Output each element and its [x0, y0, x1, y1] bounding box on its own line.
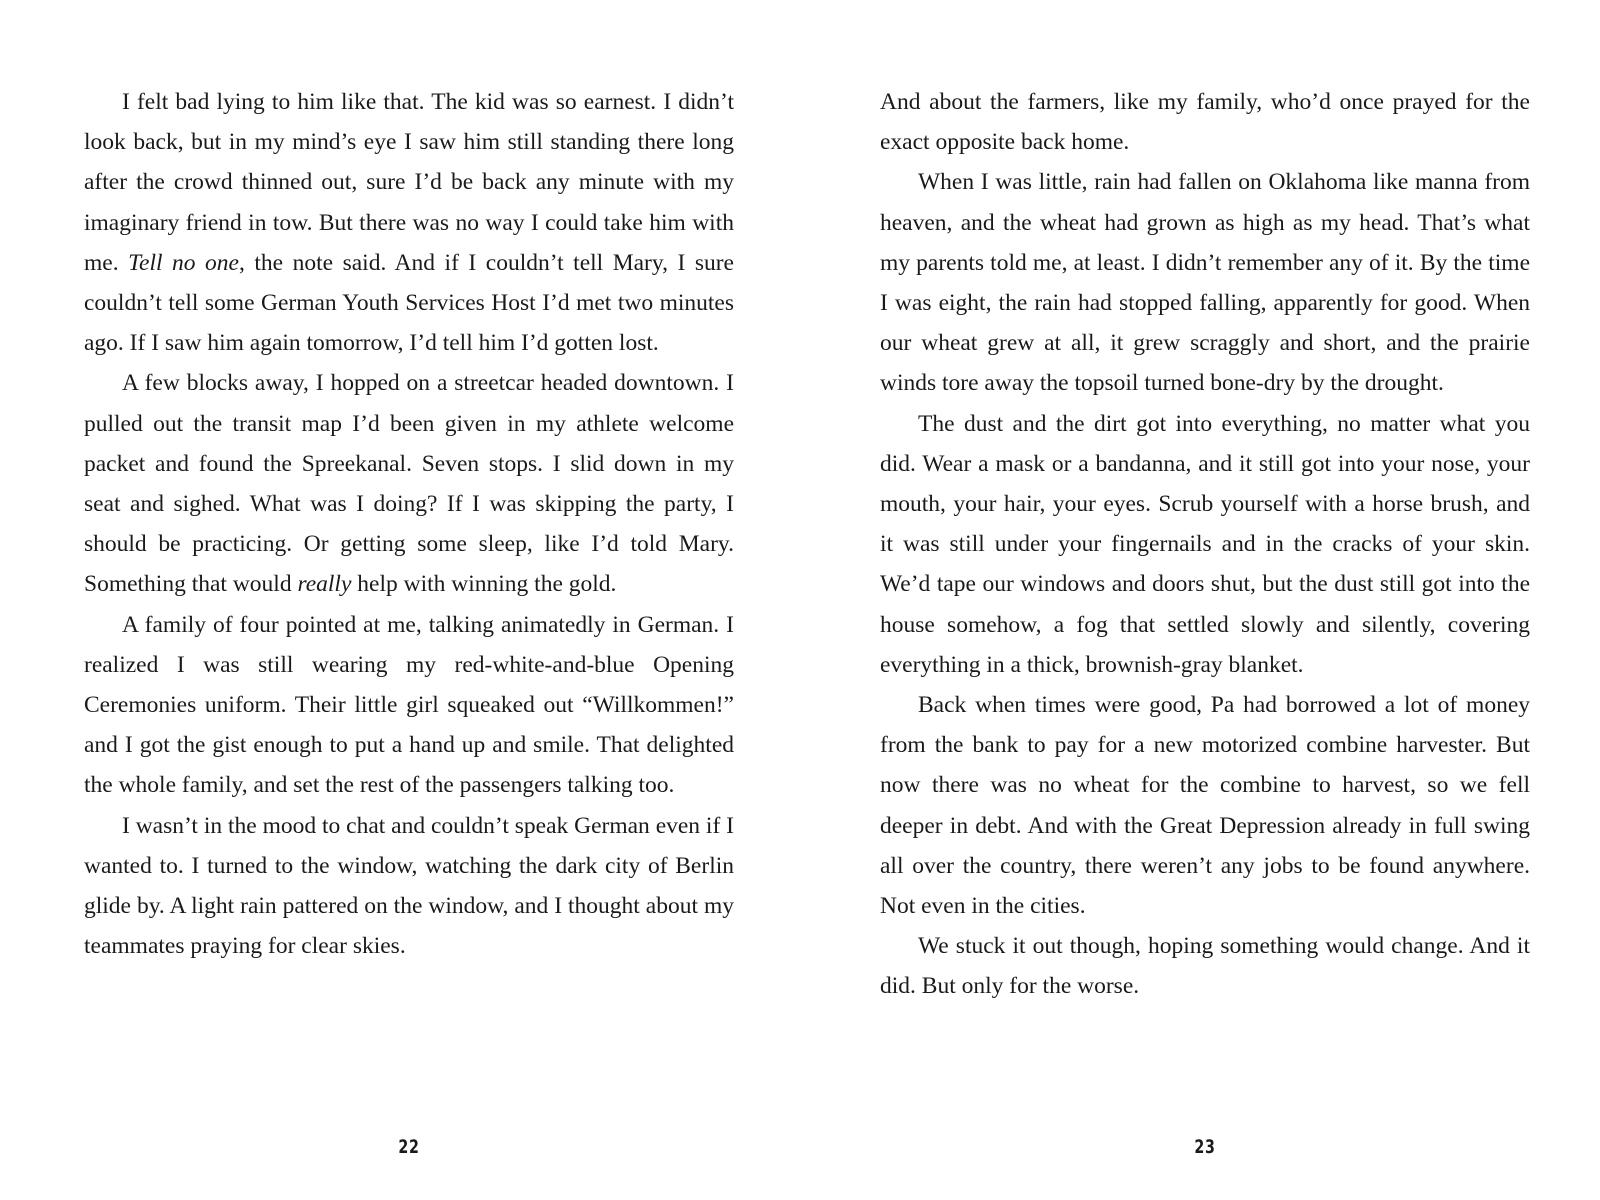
paragraph: [880, 82, 1530, 162]
text-run: I felt bad lying to him like that. The kid was so earnest. I didn’t look back, but in my mind’s eye I saw him still standing there long after the crowd thinned out, sure I’d be back any minute with my imaginary friend in tow. But there was no way I could take him with me.: [84, 89, 734, 276]
text-run: When I was little, rain had fallen on Oklahoma like manna from heaven, and the wheat had grown as high as my head. That’s what my parents told me, at least. I didn’t remember any of it. By the time I was eight, the rain had stopped falling, apparently for good. When our wheat grew at all, it grew scraggly and short, and the prairie winds tore away the topsoil turned bone-dry by the drought.: [880, 169, 1530, 397]
paragraph: [84, 82, 734, 363]
left-page-text: [84, 82, 734, 966]
text-run: A few blocks away, I hopped on a streetcar headed downtown. I pulled out the transit map I’d been given in my athlete welcome packet and found the Spreekanal. Seven stops. I slid down in my seat and sighed. What was I doing? If I was skipping the party, I should be practicing. Or getting some sleep, like I’d told Mary. Something that would: [84, 370, 734, 598]
italic-text-run: really: [297, 571, 352, 598]
italic-text-run: Tell no one: [128, 249, 239, 276]
paragraph: [880, 926, 1530, 1006]
paragraph: [880, 404, 1530, 685]
page-number-right: 23: [1194, 1136, 1216, 1158]
text-run: And about the farmers, like my family, who’d once prayed for the exact opposite back home.: [880, 89, 1530, 156]
text-run: Back when times were good, Pa had borrowed a lot of money from the bank to pay for a new motorized combine harvester. But now there was no wheat for the combine to harvest, so we fell deeper in debt. And with the Great Depression already in full swing all over the country, there weren’t any jobs to be found anywhere. Not even in the cities.: [880, 692, 1530, 920]
paragraph: [880, 162, 1530, 403]
paragraph: [84, 605, 734, 806]
right-page-text: [880, 82, 1530, 1007]
text-run: help with winning the gold.: [351, 571, 617, 598]
page-number-left: 22: [398, 1136, 420, 1158]
paragraph: [84, 363, 734, 604]
text-run: The dust and the dirt got into everything, no matter what you did. Wear a mask or a bandanna, and it still got into your nose, your mouth, your hair, your eyes. Scrub yourself with a horse brush, and it was still under your fingernails and in the cracks of your skin. We’d tape our windows and doors shut, but the dust still got into the house somehow, a fog that settled slowly and silently, covering everything in a thick, brownish-gray blanket.: [880, 410, 1530, 678]
text-run: , the note said. And if I couldn’t tell Mary, I sure couldn’t tell some German Youth Services Host I’d met two minutes ago. If I saw him again tomorrow, I’d tell him I’d gotten lost.: [84, 249, 734, 357]
paragraph: [84, 806, 734, 967]
text-run: We stuck it out though, hoping something would change. And it did. But only for the worse.: [880, 933, 1530, 1000]
text-run: I wasn’t in the mood to chat and couldn’t speak German even if I wanted to. I turned to the window, watching the dark city of Berlin glide by. A light rain pattered on the window, and I thought about my teammates praying for clear skies.: [84, 812, 734, 960]
paragraph: [880, 685, 1530, 926]
text-run: A family of four pointed at me, talking animatedly in German. I realized I was still wearing my red-white-and-blue Opening Ceremonies uniform. Their little girl squeaked out “Willkommen!” and I got the gist enough to put a hand up and smile. That delighted the whole family, and set the rest of the passengers talking too.: [84, 611, 734, 799]
